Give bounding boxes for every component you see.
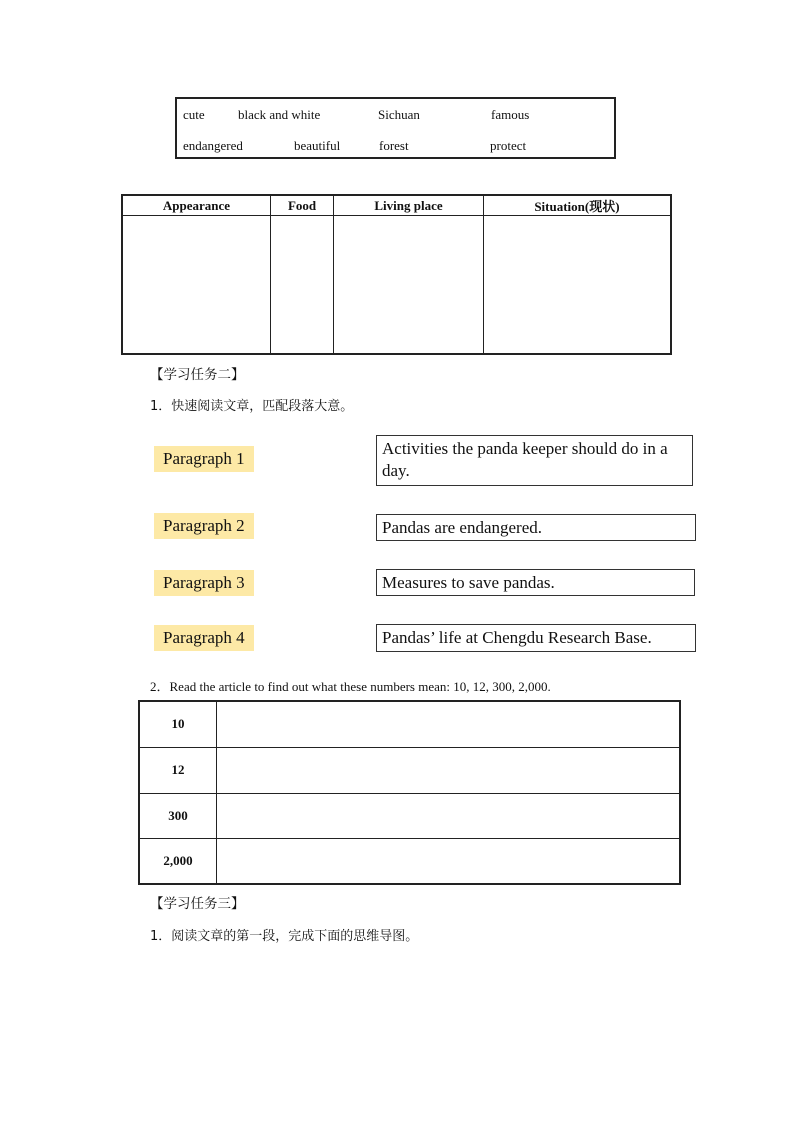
word-protect: protect: [490, 138, 527, 153]
task2-question-2: 2．Read the article to find out what these numbers mean: 10, 12, 300, 2,000.: [150, 679, 551, 694]
number-12: 12: [139, 747, 217, 793]
word-sichuan: Sichuan: [378, 107, 420, 122]
task2-title: 【学习任务二】: [150, 367, 245, 383]
header-living-place: Living place: [334, 195, 484, 216]
meaning-box-1[interactable]: Activities the panda keeper should do in a day.: [376, 435, 693, 486]
numbers-table: [138, 700, 681, 885]
header-food: Food: [271, 195, 334, 216]
answer-cell-300[interactable]: [217, 793, 681, 838]
answer-cell-10[interactable]: [217, 701, 681, 747]
task2-question-1: 1．快速阅读文章，匹配段落大意。: [150, 399, 354, 414]
number-300: 300: [139, 793, 217, 838]
meaning-box-3[interactable]: Measures to save pandas.: [376, 569, 695, 596]
paragraph-1-label[interactable]: Paragraph 1: [154, 446, 254, 472]
word-beautiful: beautiful: [294, 138, 341, 153]
word-endangered: endangered: [183, 138, 243, 153]
word-forest: forest: [379, 138, 409, 153]
task3-title: 【学习任务三】: [150, 896, 245, 912]
word-cute: cute: [183, 107, 205, 122]
answer-cell-2000[interactable]: [217, 838, 681, 884]
word-bank-box: [175, 97, 616, 159]
cell-situation[interactable]: [483, 216, 671, 355]
cell-food[interactable]: [271, 216, 334, 355]
task3-question-1: 1．阅读文章的第一段，完成下面的思维导图。: [150, 929, 419, 944]
paragraph-3-label[interactable]: Paragraph 3: [154, 570, 254, 596]
paragraph-2-label[interactable]: Paragraph 2: [154, 513, 254, 539]
category-table: [121, 194, 672, 355]
header-appearance: Appearance: [122, 195, 271, 216]
number-10: 10: [139, 701, 217, 747]
word-black-and-white: black and white: [238, 107, 321, 122]
meaning-box-4[interactable]: Pandas’ life at Chengdu Research Base.: [376, 624, 696, 652]
answer-cell-12[interactable]: [217, 747, 681, 793]
meaning-box-2[interactable]: Pandas are endangered.: [376, 514, 696, 541]
word-famous: famous: [491, 107, 530, 122]
cell-living-place[interactable]: [334, 216, 484, 355]
header-situation: Situation(现状): [483, 195, 671, 216]
number-2000: 2,000: [139, 838, 217, 884]
paragraph-4-label[interactable]: Paragraph 4: [154, 625, 254, 651]
cell-appearance[interactable]: [122, 216, 271, 355]
